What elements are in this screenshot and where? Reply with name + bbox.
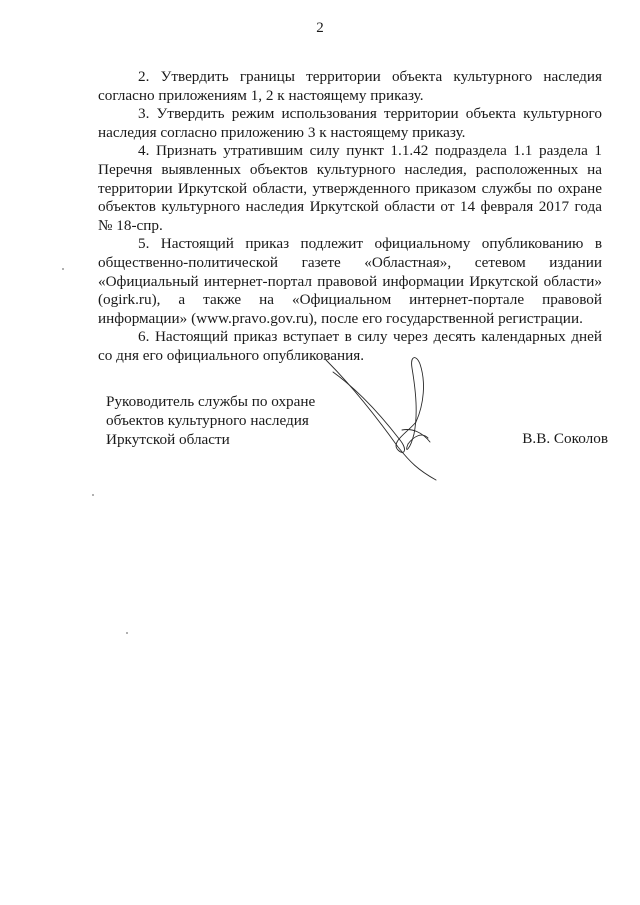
signer-title-line: объектов культурного наследия <box>106 412 309 429</box>
signer-title <box>106 392 346 449</box>
signer-title-line: Руководитель службы по охране <box>106 393 316 410</box>
paragraph-4: 4. Признать утратившим силу пункт 1.1.42 подраздела 1.1 раздела 1 Перечня выявленных объектов культурного наследия, расположенных на территории Иркутской области, утвержденного приказом службы по охране объектов культурного наследия Иркутской области от 14 февраля 2017 года № 18-спр. <box>98 142 602 234</box>
paragraph-6: 6. Настоящий приказ вступает в силу через десять календарных дней со дня его официального опубликования. <box>98 328 602 364</box>
paragraph-2: 2. Утвердить границы территории объекта культурного наследия согласно приложениям 1, 2 к настоящему приказу. <box>98 68 602 104</box>
signature-block <box>98 392 608 482</box>
paragraph-3: 3. Утвердить режим использования территории объекта культурного наследия согласно приложению 3 к настоящему приказу. <box>98 105 602 141</box>
paragraph-5: 5. Настоящий приказ подлежит официальному опубликованию в общественно-политической газете «Областная», сетевом издании «Официальный интернет-портал правовой информации Иркутской области» (ogirk.ru), а также на «Официальном интернет-портале правовой информации» (www.pravo.gov.ru), после его государственной регистрации. <box>98 235 602 327</box>
signer-name: В.В. Соколов <box>522 430 608 447</box>
scan-speck <box>92 494 94 496</box>
document-body <box>98 68 602 366</box>
scan-speck <box>62 268 64 270</box>
handwritten-signature <box>318 352 468 482</box>
scan-speck <box>126 632 128 634</box>
page-number: 2 <box>316 20 324 36</box>
signer-title-line: Иркутской области <box>106 431 230 448</box>
